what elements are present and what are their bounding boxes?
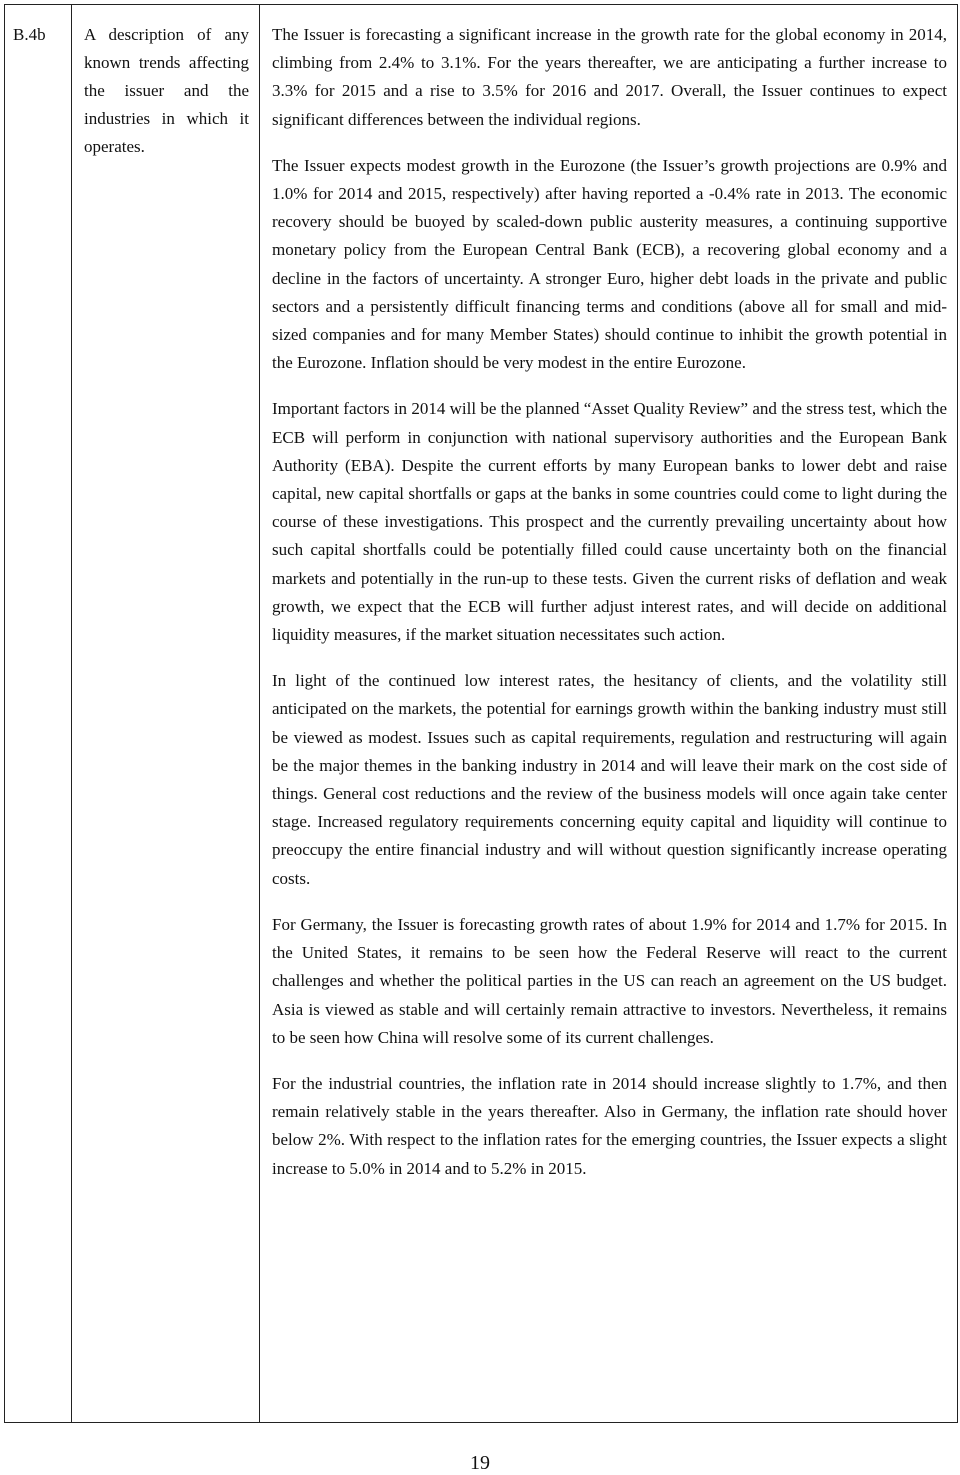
page-number: 19 [470,1452,490,1474]
section-label: A description of any known trends affecting the issuer and the industries in which it operates. [72,5,260,1423]
paragraph-inflation: For the industrial countries, the inflation rate in 2014 should increase slightly to 1.7%, and then remain relatively stable in the years thereafter. Also in Germany, the inflation rate should hover below 2%. With respect to the inflation rates for the emerging countries, the Issuer expects a slight increase to 5.0% in 2014 and to 5.2% in 2015. [272,1073,947,1178]
table-row [5,5,958,1423]
summary-table [4,4,958,1423]
section-id: B.4b [5,5,72,1423]
paragraph-eurozone: The Issuer expects modest growth in the Eurozone (the Issuer’s growth projections are 0.9% and 1.0% for 2014 and 2015, respectively) after having reported a -0.4% rate in 2013. The economic recovery should be buoyed by scaled-down public austerity measures, a continuing supportive monetary policy from the European Central Bank (ECB), a recovering global economy and a decline in the factors of uncertainty. A stronger Euro, higher debt loads in the private and public sectors and a persistently difficult financing terms and conditions (above all for small and mid-sized companies and for many Member States) should continue to inhibit the growth potential in the Eurozone. Inflation should be very modest in the entire Eurozone. [272,155,947,373]
paragraph-asset-quality-review: Important factors in 2014 will be the planned “Asset Quality Review” and the stress test, which the ECB will perform in conjunction with national supervisory authorities and the European Bank Authority (EBA). Despite the current efforts by many European banks to lower debt and raise capital, new capital shortfalls or gaps at the banks in some countries could come to light during the course of these investigations. This prospect and the currently prevailing uncertainty about how such capital shortfalls could be potentially filled could cause uncertainty both on the financial markets and potentially in the run-up to these tests. Given the current risks of deflation and weak growth, we expect that the ECB will further adjust interest rates, and will decide on additional liquidity measures, if the market situation necessitates such action. [272,399,947,645]
paragraph-global-growth: The Issuer is forecasting a significant increase in the growth rate for the global economy in 2014, climbing from 2.4% to 3.1%. For the years thereafter, we are anticipating a further increase to 3.3% for 2015 and a rise to 3.5% for 2016 and 2017. Overall, the Issuer continues to expect significant differences between the individual regions. [272,25,947,129]
paragraph-germany-us-asia: For Germany, the Issuer is forecasting growth rates of about 1.9% for 2014 and 1.7% for 2015. In the United States, it remains to be seen how the Federal Reserve will react to the current challenges and whether the political parties in the US can reach an agreement on the US budget. Asia is viewed as stable and will certainly remain attractive to investors. Nevertheless, it remains to be seen how China will resolve some of its current challenges. [272,914,947,1047]
section-body [260,5,958,1423]
paragraph-banking-industry: In light of the continued low interest rates, the hesitancy of clients, and the volatility still anticipated on the markets, the potential for earnings growth within the banking industry must still be viewed as modest. Issues such as capital requirements, regulation and restructuring will again be the major themes in the banking industry in 2014 and will leave their mark on the cost side of things. General cost reductions and the review of the business models will once again take center stage. Increased regulatory requirements concerning equity capital and liquidity will continue to preoccupy the entire financial industry and will without question significantly increase operating costs. [272,671,947,888]
